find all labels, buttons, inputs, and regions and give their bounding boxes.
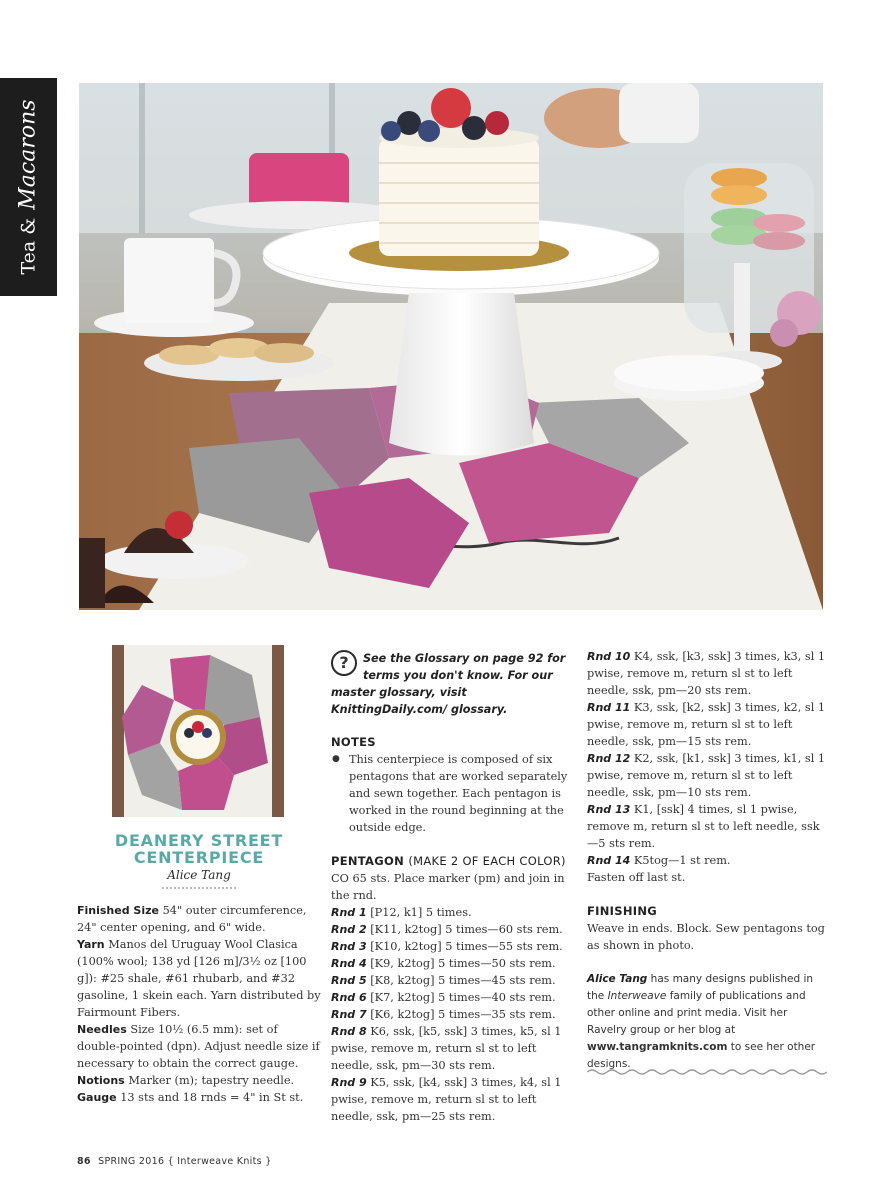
instructions-column-3 (587, 648, 827, 1073)
dotted-divider (162, 887, 236, 889)
bio-text: has many designs published in the (587, 973, 814, 1002)
specs-column (77, 902, 322, 1106)
round-label: Rnd 6 (331, 991, 367, 1004)
round-label: Rnd 1 (331, 906, 367, 919)
finishing-text: Weave in ends. Block. Sew pentagons tog as shown in photo. (587, 922, 825, 952)
bio-text: to see her other designs. (587, 1041, 816, 1070)
magazine-name: { Interweave Knits } (167, 1156, 272, 1167)
round-label: Rnd 11 (587, 701, 631, 714)
round-label: Rnd 13 (587, 803, 631, 816)
section-side-tab (0, 78, 57, 296)
spec-text: 13 sts and 18 rnds = 4" in St st. (120, 1091, 304, 1104)
pentagon-intro: CO 65 sts. Place marker (pm) and join in the rnd. (331, 872, 565, 902)
spec-label: Needles (77, 1023, 127, 1036)
tab-script-word: Macarons (15, 99, 41, 210)
spec-label: Gauge (77, 1091, 117, 1104)
round-text: [P12, k1] 5 times. (370, 906, 472, 919)
round-label: Rnd 3 (331, 940, 367, 953)
round-instruction (587, 852, 827, 869)
round-label: Rnd 2 (331, 923, 367, 936)
round-instruction (331, 1006, 571, 1023)
pattern-thumbnail-photo (112, 645, 284, 817)
round-instruction (331, 955, 571, 972)
spec-label: Finished Size (77, 904, 159, 917)
spec-notions (77, 1072, 322, 1089)
round-instruction (331, 938, 571, 955)
round-text: K4, ssk, [k3, ssk] 3 times, k3, sl 1 pwise, remove m, return sl st to left needle, ssk, pm—20 sts rem. (587, 650, 826, 697)
round-instruction (331, 904, 571, 921)
notes-bullet: ● This centerpiece is composed of six pentagons that are worked separately and sewn together. Each pentagon is worked in the round beginning at the outside edge. (331, 751, 571, 836)
spec-finished-size (77, 902, 322, 936)
wavy-divider (587, 1068, 827, 1076)
round-label: Rnd 4 (331, 957, 367, 970)
round-instruction (331, 972, 571, 989)
round-instruction (331, 989, 571, 1006)
round-instruction (587, 699, 827, 750)
issue-label: SPRING 2016 (98, 1156, 165, 1167)
round-label: Rnd 14 (587, 854, 631, 867)
pentagon-heading (331, 853, 571, 870)
tab-ampersand: & (17, 217, 40, 235)
tab-word: Tea (17, 240, 40, 275)
round-label: Rnd 10 (587, 650, 631, 663)
glossary-text: See the Glossary on page 92 for terms you don't know. For our master glossary, visit KnittingDaily.com/ glossary. (331, 652, 566, 716)
round-instruction (587, 750, 827, 801)
instructions-column-2 (331, 650, 571, 1125)
pentagon-heading-sub: (MAKE 2 OF EACH COLOR) (408, 854, 566, 868)
round-label: Rnd 9 (331, 1076, 367, 1089)
spec-gauge (77, 1089, 322, 1106)
spec-text: Marker (m); tapestry needle. (128, 1074, 295, 1087)
round-text: [K6, k2tog] 5 times—35 sts rem. (370, 1008, 556, 1021)
spec-text: Manos del Uruguay Wool Clasica (100% wool; 138 yd [126 m]/3½ oz [100 g]): #25 shale, #61 rhubarb, and #32 gasoline, 1 skein each. Yarn distributed by Fairmount Fibers. (77, 938, 321, 1019)
fasten-off-text: Fasten off last st. (587, 871, 686, 884)
round-label: Rnd 8 (331, 1025, 367, 1038)
round-text: [K8, k2tog] 5 times—45 sts rem. (370, 974, 556, 987)
round-text: K5, ssk, [k4, ssk] 3 times, k4, sl 1 pwise, remove m, return sl st to left needle, ssk, pm—25 sts rem. (331, 1076, 562, 1123)
spec-needles (77, 1021, 322, 1072)
glossary-callout (331, 650, 571, 718)
spec-label: Yarn (77, 938, 105, 951)
round-label: Rnd 7 (331, 1008, 367, 1021)
spec-text: Size 10½ (6.5 mm): set of double-pointed (dpn). Adjust needle size if necessary to obtain the correct gauge. (77, 1023, 320, 1070)
round-label: Rnd 5 (331, 974, 367, 987)
round-text: K3, ssk, [k2, ssk] 3 times, k2, sl 1 pwise, remove m, return sl st to left needle, ssk, pm—15 sts rem. (587, 701, 826, 748)
round-text: [K10, k2tog] 5 times—55 sts rem. (370, 940, 563, 953)
round-text: [K11, k2tog] 5 times—60 sts rem. (370, 923, 563, 936)
round-instruction (331, 1023, 571, 1074)
notes-heading: NOTES (331, 735, 376, 749)
round-text: K1, [ssk] 4 times, sl 1 pwise, remove m, return sl st to left needle, ssk—5 sts rem. (587, 803, 820, 850)
round-instruction (331, 1074, 571, 1125)
hero-photo (79, 83, 823, 610)
rounds-list-part-1 (331, 904, 571, 1125)
round-text: [K9, k2tog] 5 times—50 sts rem. (370, 957, 556, 970)
page-footer (77, 1156, 272, 1167)
pattern-title-line-1: DEANERY STREET (114, 831, 284, 850)
round-text: K6, ssk, [k5, ssk] 3 times, k5, sl 1 pwise, remove m, return sl st to left needle, ssk, pm—30 sts rem. (331, 1025, 562, 1072)
designer-bio (587, 971, 827, 1073)
round-label: Rnd 12 (587, 752, 631, 765)
spec-yarn (77, 936, 322, 1021)
bio-designer-name: Alice Tang (587, 973, 648, 985)
round-instruction (587, 801, 827, 852)
bio-text: family of publications and other online and print media. Visit her Ravelry group or her blog at (587, 990, 806, 1036)
question-mark-icon: ? (331, 650, 357, 676)
spec-text: 54" outer circumference, 24" center opening, and 6" wide. (77, 904, 307, 934)
round-text: [K7, k2tog] 5 times—40 sts rem. (370, 991, 556, 1004)
rounds-list-part-2 (587, 648, 827, 869)
designer-byline: Alice Tang (167, 868, 231, 882)
spec-label: Notions (77, 1074, 125, 1087)
page-number: 86 (77, 1156, 91, 1167)
round-instruction (331, 921, 571, 938)
bio-publication: Interweave (607, 990, 667, 1002)
section-tab-label (16, 99, 41, 274)
finishing-heading: FINISHING (587, 904, 657, 918)
pattern-title (80, 832, 318, 866)
round-text: K5tog—1 st rem. (633, 854, 731, 867)
round-text: K2, ssk, [k1, ssk] 3 times, k1, sl 1 pwise, remove m, return sl st to left needle, ssk, pm—10 sts rem. (587, 752, 826, 799)
pentagon-heading-main: PENTAGON (331, 854, 405, 868)
pattern-title-line-2: CENTERPIECE (133, 848, 265, 867)
bio-website-link[interactable]: www.tangramknits.com (587, 1041, 728, 1053)
round-instruction (587, 648, 827, 699)
